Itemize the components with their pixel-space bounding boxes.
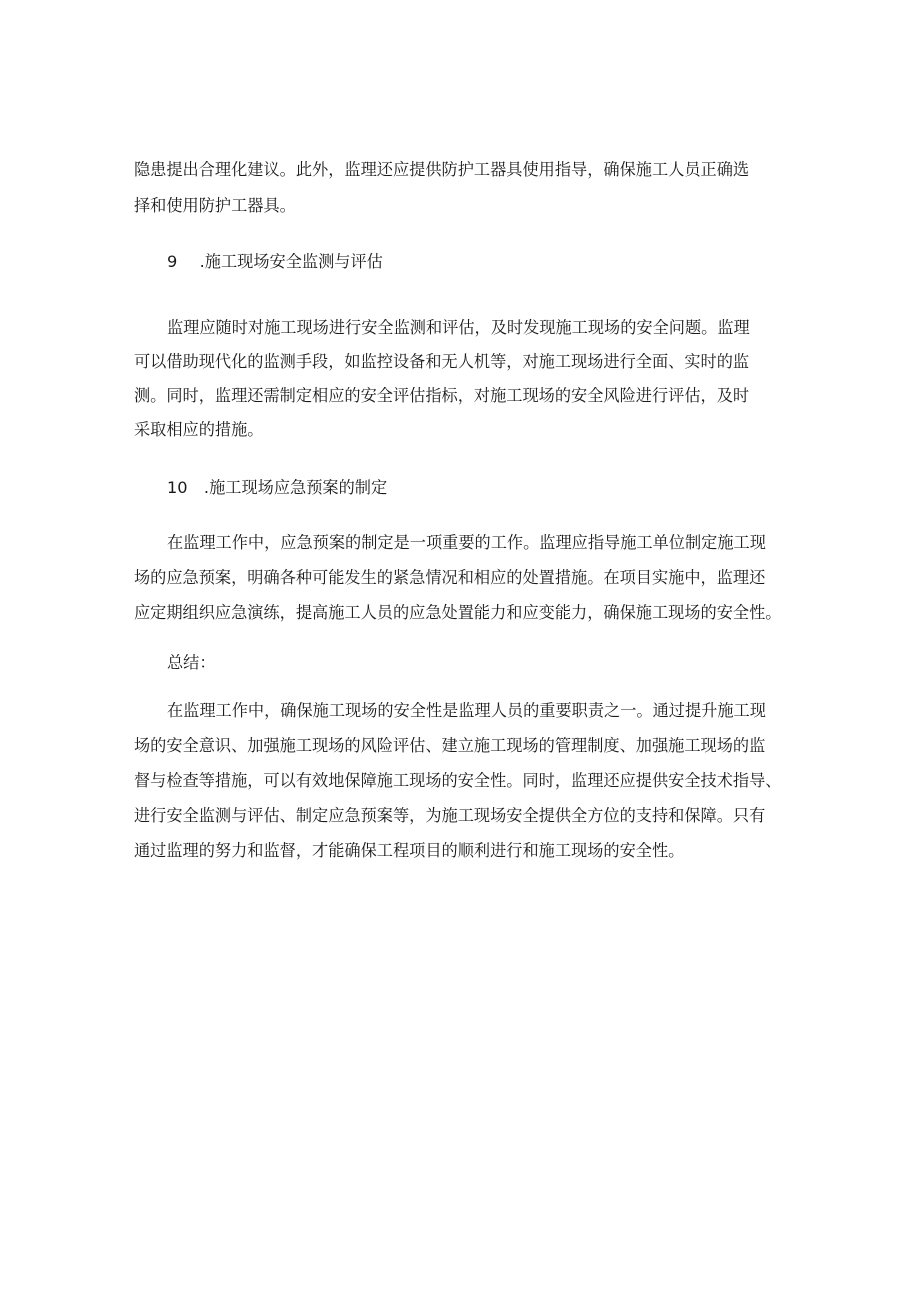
section-10-number: 10 <box>167 478 188 497</box>
summary-line-3: 督与检查等措施，可以有效地保障施工现场的安全性。同时，监理还应提供安全技术指导、 <box>134 771 782 790</box>
summary-line-2: 场的安全意识、加强施工现场的风险评估、建立施工现场的管理制度、加强施工现场的监 <box>134 736 766 755</box>
section-10-line-1: 在监理工作中，应急预案的制定是一项重要的工作。监理应指导施工单位制定施工现 <box>167 533 766 552</box>
summary-line-5: 通过监理的努力和监督，才能确保工程项目的顺利进行和施工现场的安全性。 <box>134 841 685 860</box>
intro-line-1: 隐患提出合理化建议。此外，监理还应提供防护工器具使用指导，确保施工人员正确选 <box>134 160 750 179</box>
section-10-heading <box>167 478 387 498</box>
section-9-title: .施工现场安全监测与评估 <box>199 252 383 271</box>
section-9-line-2: 可以借助现代化的监测手段，如监控设备和无人机等，对施工现场进行全面、实时的监 <box>134 352 750 371</box>
section-9-line-3: 测。同时，监理还需制定相应的安全评估指标，对施工现场的安全风险进行评估，及时 <box>134 386 750 405</box>
section-10-line-2: 场的应急预案，明确各种可能发生的紧急情况和相应的处置措施。在项目实施中，监理还 <box>134 568 766 587</box>
summary-heading: 总结： <box>167 653 216 672</box>
section-9-number: 9 <box>167 252 178 271</box>
section-9-line-4: 采取相应的措施。 <box>134 420 264 439</box>
summary-line-1: 在监理工作中，确保施工现场的安全性是监理人员的重要职责之一。通过提升施工现 <box>167 701 766 720</box>
section-9-line-1: 监理应随时对施工现场进行安全监测和评估，及时发现施工现场的安全问题。监理 <box>167 318 750 337</box>
section-10-title: .施工现场应急预案的制定 <box>203 478 388 497</box>
intro-line-2: 择和使用防护工器具。 <box>134 196 296 215</box>
section-10-line-3: 应定期组织应急演练，提高施工人员的应急处置能力和应变能力，确保施工现场的安全性。 <box>134 603 782 622</box>
summary-line-4: 进行安全监测与评估、制定应急预案等，为施工现场安全提供全方位的支持和保障。只有 <box>134 806 766 825</box>
section-9-heading <box>167 252 383 272</box>
